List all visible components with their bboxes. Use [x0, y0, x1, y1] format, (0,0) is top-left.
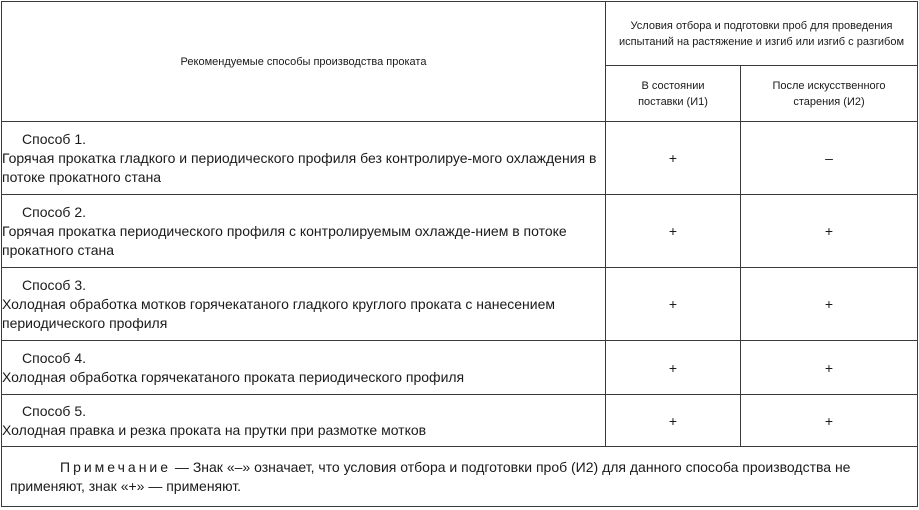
i2-mark: +	[741, 268, 918, 341]
table-row	[2, 122, 918, 195]
method-cell	[2, 268, 606, 341]
table-row	[2, 268, 918, 341]
method-number: Способ 4.	[22, 349, 87, 366]
method-number: Способ 3.	[22, 276, 87, 293]
method-description: Холодная правка и резка проката на прутки при размотке мотков	[2, 421, 427, 438]
table-row	[2, 195, 918, 268]
i1-mark: +	[606, 395, 741, 447]
method-number: Способ 1.	[22, 130, 87, 147]
i2-mark: +	[741, 195, 918, 268]
header-method	[2, 2, 606, 122]
header-conditions	[606, 2, 918, 66]
note-cell	[2, 447, 918, 507]
method-description: Горячая прокатка периодического профиля с контролируемым охлажде-нием в потоке прокатного стана	[2, 222, 567, 258]
i1-mark: +	[606, 195, 741, 268]
method-cell	[2, 395, 606, 447]
note-text: — Знак «–» означает, что условия отбора и подготовки проб (И2) для данного способа производства не применяют, знак «+» — применяют.	[10, 458, 851, 494]
table-row	[2, 341, 918, 395]
i1-mark: +	[606, 122, 741, 195]
header-i2	[741, 66, 918, 122]
method-cell	[2, 122, 606, 195]
header-method-label: Рекомендуемые способы производства проката	[180, 55, 427, 68]
i1-mark: +	[606, 341, 741, 395]
i1-mark: +	[606, 268, 741, 341]
i2-mark: +	[741, 341, 918, 395]
note-row	[2, 447, 918, 507]
header-i2-label: После искусственного старения (И2)	[772, 79, 886, 108]
method-description: Холодная обработка горячекатаного проката периодического профиля	[2, 368, 465, 385]
note-lead: Примечание	[60, 458, 172, 475]
i2-mark: –	[741, 122, 918, 195]
header-i1-label: В состоянии поставки (И1)	[638, 79, 708, 108]
requirements-table	[1, 1, 918, 507]
table-row	[2, 395, 918, 447]
method-cell	[2, 195, 606, 268]
method-description: Холодная обработка мотков горячекатаного гладкого круглого проката с нанесением периодического профиля	[2, 295, 556, 331]
method-cell	[2, 341, 606, 395]
header-i1	[606, 66, 741, 122]
method-number: Способ 5.	[22, 402, 87, 419]
i2-mark: +	[741, 395, 918, 447]
method-description: Горячая прокатка гладкого и периодического профиля без контролируе-мого охлаждения в потоке прокатного стана	[2, 149, 597, 185]
header-conditions-label: Условия отбора и подготовки проб для проведения испытаний на растяжение и изгиб или изгиб с разгибом	[618, 19, 905, 48]
method-number: Способ 2.	[22, 203, 87, 220]
